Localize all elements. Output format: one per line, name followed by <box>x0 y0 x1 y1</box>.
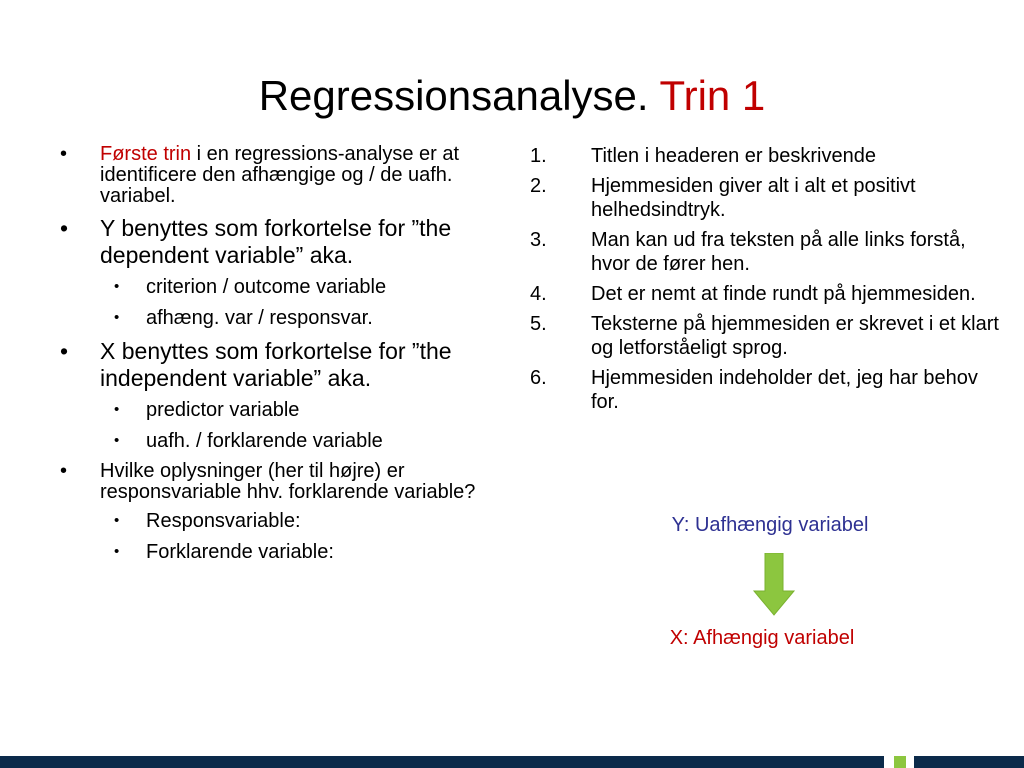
bullet-question <box>56 461 516 564</box>
sub-bullet: • afhæng. var / responsvar. <box>56 306 516 330</box>
down-arrow-svg <box>752 553 796 617</box>
footer-square <box>894 756 906 768</box>
item-number: 3. <box>530 229 547 251</box>
title-main: Regressionsanalyse. <box>258 72 649 119</box>
bullet-y-definition <box>56 215 516 330</box>
footer-bar <box>0 756 1024 768</box>
x-variable-label: X: Afhængig variabel <box>669 627 855 649</box>
item-text: Titlen i headeren er beskrivende <box>591 145 876 167</box>
numbered-item <box>530 144 1000 168</box>
left-bullet-list <box>56 144 516 564</box>
left-column <box>56 144 516 572</box>
item-text: Man kan ud fra teksten på alle links forstå, hvor de fører hen. <box>591 229 966 275</box>
item-number: 2. <box>530 175 547 197</box>
sub-bullet: • predictor variable <box>56 398 516 422</box>
footer-square <box>884 756 894 768</box>
bullet-text: X benyttes som forkortelse for ”the independent variable” aka. <box>100 338 452 391</box>
sub-bullet: • uafh. / forklarende variable <box>56 429 516 453</box>
item-number: 5. <box>530 313 547 335</box>
bullet-x-definition <box>56 338 516 453</box>
numbered-list <box>530 144 1000 414</box>
item-text: Hjemmesiden indeholder det, jeg har behov for. <box>591 367 978 413</box>
right-column <box>530 144 1000 420</box>
sub-list <box>100 398 516 453</box>
item-number: 6. <box>530 367 547 389</box>
numbered-item <box>530 366 1000 414</box>
down-arrow-icon <box>752 553 796 617</box>
item-text: Teksterne på hjemmesiden er skrevet i et klart og letforståeligt sprog. <box>591 313 999 359</box>
footer-square <box>906 756 914 768</box>
item-number: 1. <box>530 145 547 167</box>
bullet-text: Y benyttes som forkortelse for ”the dependent variable” aka. <box>100 215 452 268</box>
numbered-item <box>530 228 1000 276</box>
numbered-item <box>530 282 1000 306</box>
bullet-text: Hvilke oplysninger (her til højre) er responsvariable hhv. forklarende variable? <box>100 460 476 503</box>
item-text: Hjemmesiden giver alt i alt et positivt helhedsindtryk. <box>591 175 916 221</box>
numbered-item <box>530 174 1000 222</box>
bullet-first-step <box>56 144 516 207</box>
slide-title <box>0 68 1024 124</box>
item-text: Det er nemt at finde rundt på hjemmesiden. <box>591 283 976 305</box>
bullet-highlight: Første trin <box>100 143 192 165</box>
numbered-item <box>530 312 1000 360</box>
sub-bullet: • criterion / outcome variable <box>56 275 516 299</box>
item-number: 4. <box>530 283 547 305</box>
sub-list <box>100 275 516 330</box>
title-accent: Trin 1 <box>659 72 766 119</box>
sub-bullet: • Forklarende variable: <box>56 540 516 564</box>
sub-list <box>100 509 516 564</box>
y-variable-label: Y: Uafhængig variabel <box>671 514 869 536</box>
sub-bullet: • Responsvariable: <box>56 509 516 533</box>
bullet-text: i en regressions-analyse er at identificere den afhængige og / de uafh. variabel. <box>100 143 460 207</box>
